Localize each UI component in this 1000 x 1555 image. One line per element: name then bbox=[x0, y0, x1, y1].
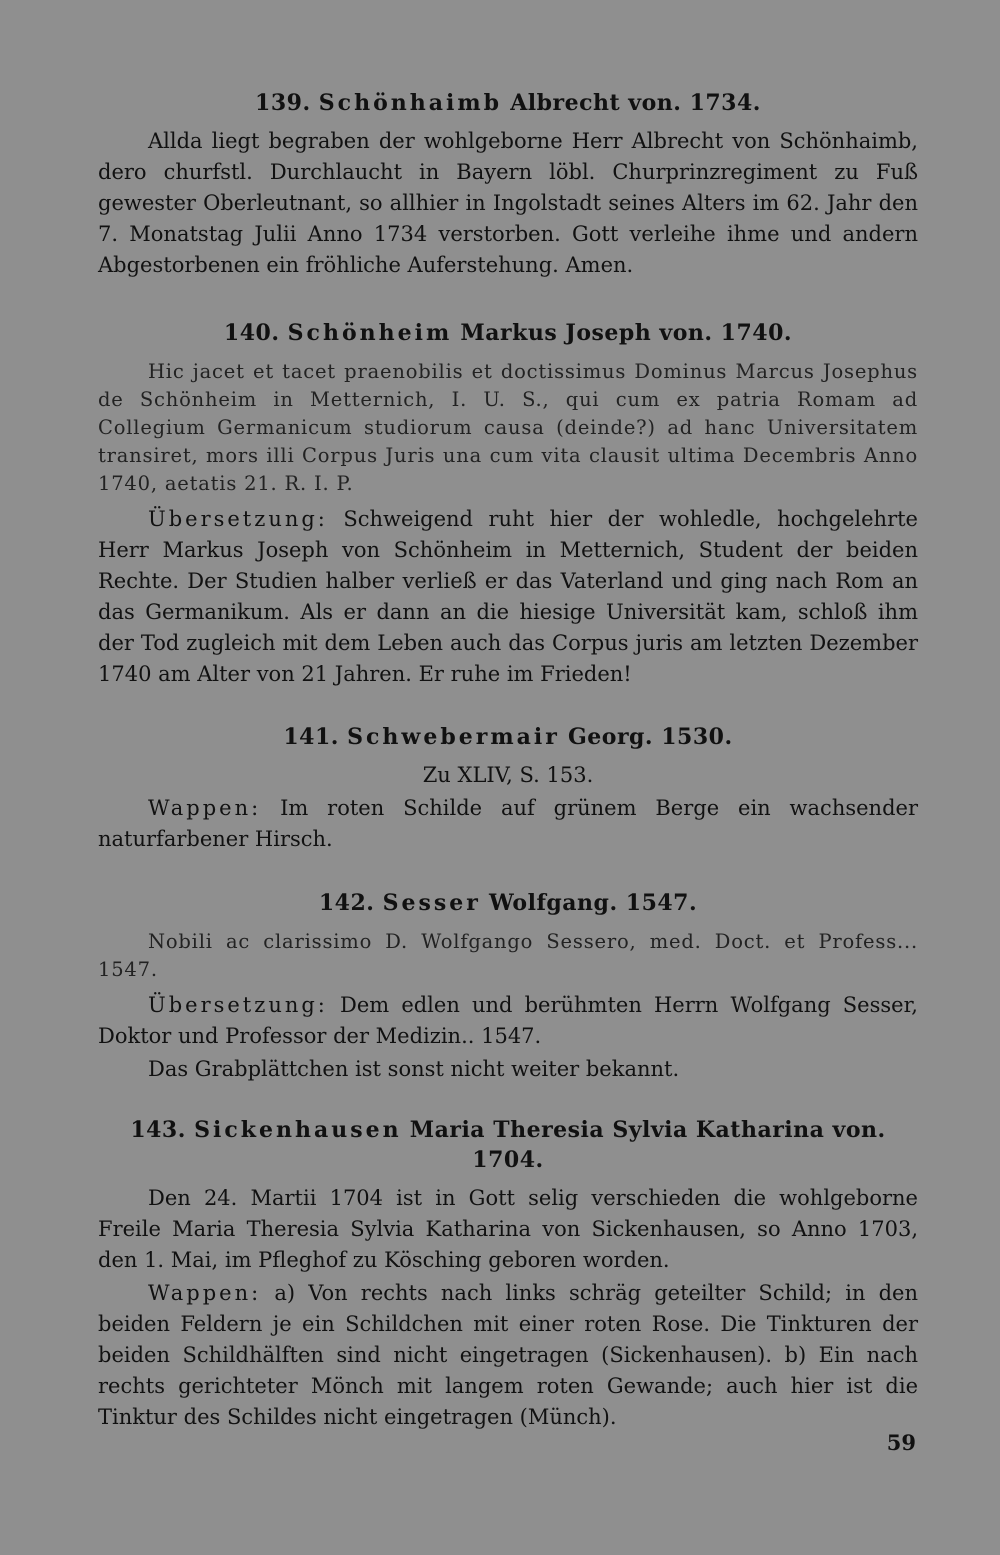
entry-139 bbox=[98, 88, 918, 281]
entry-141 bbox=[98, 722, 918, 855]
wappen-text: a) Von rechts nach links schräg geteilter Schild; in den beiden Feldern je ein Schildchen mit einer roten Rose. Die Tinkturen der beiden Schildhälften sind nicht eingetragen (Sickenhausen). b) Ein nach rechts gerichteter Mönch mit langem roten Gewande; auch hier ist die Tinktur des Schildes nicht eingetragen (Münch). bbox=[98, 1281, 918, 1429]
wappen-label: Wappen: bbox=[148, 796, 262, 820]
entry-143 bbox=[98, 1115, 918, 1433]
entry-heading: 143. Sickenhausen Maria Theresia Sylvia Katharina von. 1704. bbox=[130, 1117, 886, 1173]
page-number: 59 bbox=[886, 1430, 916, 1455]
wappen-text: Im roten Schilde auf grünem Berge ein wachsender naturfarbener Hirsch. bbox=[98, 796, 918, 851]
inscription-text: Den 24. Martii 1704 ist in Gott selig verschieden die wohlgeborne Freile Maria Theresia Sylvia Katharina von Sickenhausen, so Anno 1703, den 1. Mai, im Pfleghof zu Kösching geboren worden. bbox=[98, 1186, 918, 1272]
entry-heading: 141. Schwebermair Georg. 1530. bbox=[283, 724, 733, 750]
coat-of-arms-paragraph bbox=[98, 793, 918, 855]
wappen-label: Wappen: bbox=[148, 1281, 262, 1305]
latin-inscription: Nobili ac clarissimo D. Wolfgango Sessero, med. Doct. et Profess... 1547. bbox=[98, 930, 918, 981]
entry-142 bbox=[98, 888, 918, 1085]
note-text: Das Grabplättchen ist sonst nicht weiter bekannt. bbox=[148, 1057, 680, 1081]
inscription-text: Allda liegt begraben der wohlgeborne Herr Albrecht von Schönhaimb, dero churfstl. Durchlaucht in Bayern löbl. Churprinzregiment zu Fuß gewester Oberleutnant, so allhier in Ingolstadt seines Alters im 62. Jahr den 7. Monatstag Julii Anno 1734 verstorben. Gott verleihe ihme und andern Abgestorbenen ein fröhliche Auferstehung. Amen. bbox=[98, 129, 918, 277]
translation-text: Dem edlen und berühmten Herrn Wolfgang Sesser, Doktor und Professor der Medizin.. 1547. bbox=[98, 993, 918, 1048]
cross-reference: Zu XLIV, S. 153. bbox=[422, 763, 594, 787]
latin-inscription: Hic jacet et tacet praenobilis et doctissimus Dominus Marcus Josephus de Schönheim in Metternich, I. U. S., qui cum ex patria Romam ad Collegium Germanicum studiorum causa (deinde?) ad hanc Universitatem transiret, mors illi Corpus Juris una cum vita clausit ultima Decembris Anno 1740, aetatis 21. R. I. P. bbox=[98, 360, 918, 495]
translation-paragraph bbox=[98, 990, 918, 1052]
entry-140 bbox=[98, 318, 918, 690]
coat-of-arms-paragraph bbox=[98, 1278, 918, 1433]
entry-heading: 139. Schönhaimb Albrecht von. 1734. bbox=[255, 90, 761, 116]
translation-paragraph bbox=[98, 504, 918, 690]
entry-heading: 142. Sesser Wolfgang. 1547. bbox=[318, 890, 698, 916]
entry-heading: 140. Schönheim Markus Joseph von. 1740. bbox=[223, 320, 793, 346]
translation-label: Übersetzung: bbox=[148, 507, 328, 531]
translation-label: Übersetzung: bbox=[148, 993, 328, 1017]
translation-text: Schweigend ruht hier der wohledle, hochgelehrte Herr Markus Joseph von Schönheim in Metternich, Student der beiden Rechte. Der Studien halber verließ er das Vaterland und ging nach Rom an das Germanikum. Als er dann an die hiesige Universität kam, schloß ihm der Tod zugleich mit dem Leben auch das Corpus juris am letzten Dezember 1740 am Alter von 21 Jahren. Er ruhe im Frieden! bbox=[98, 507, 918, 686]
